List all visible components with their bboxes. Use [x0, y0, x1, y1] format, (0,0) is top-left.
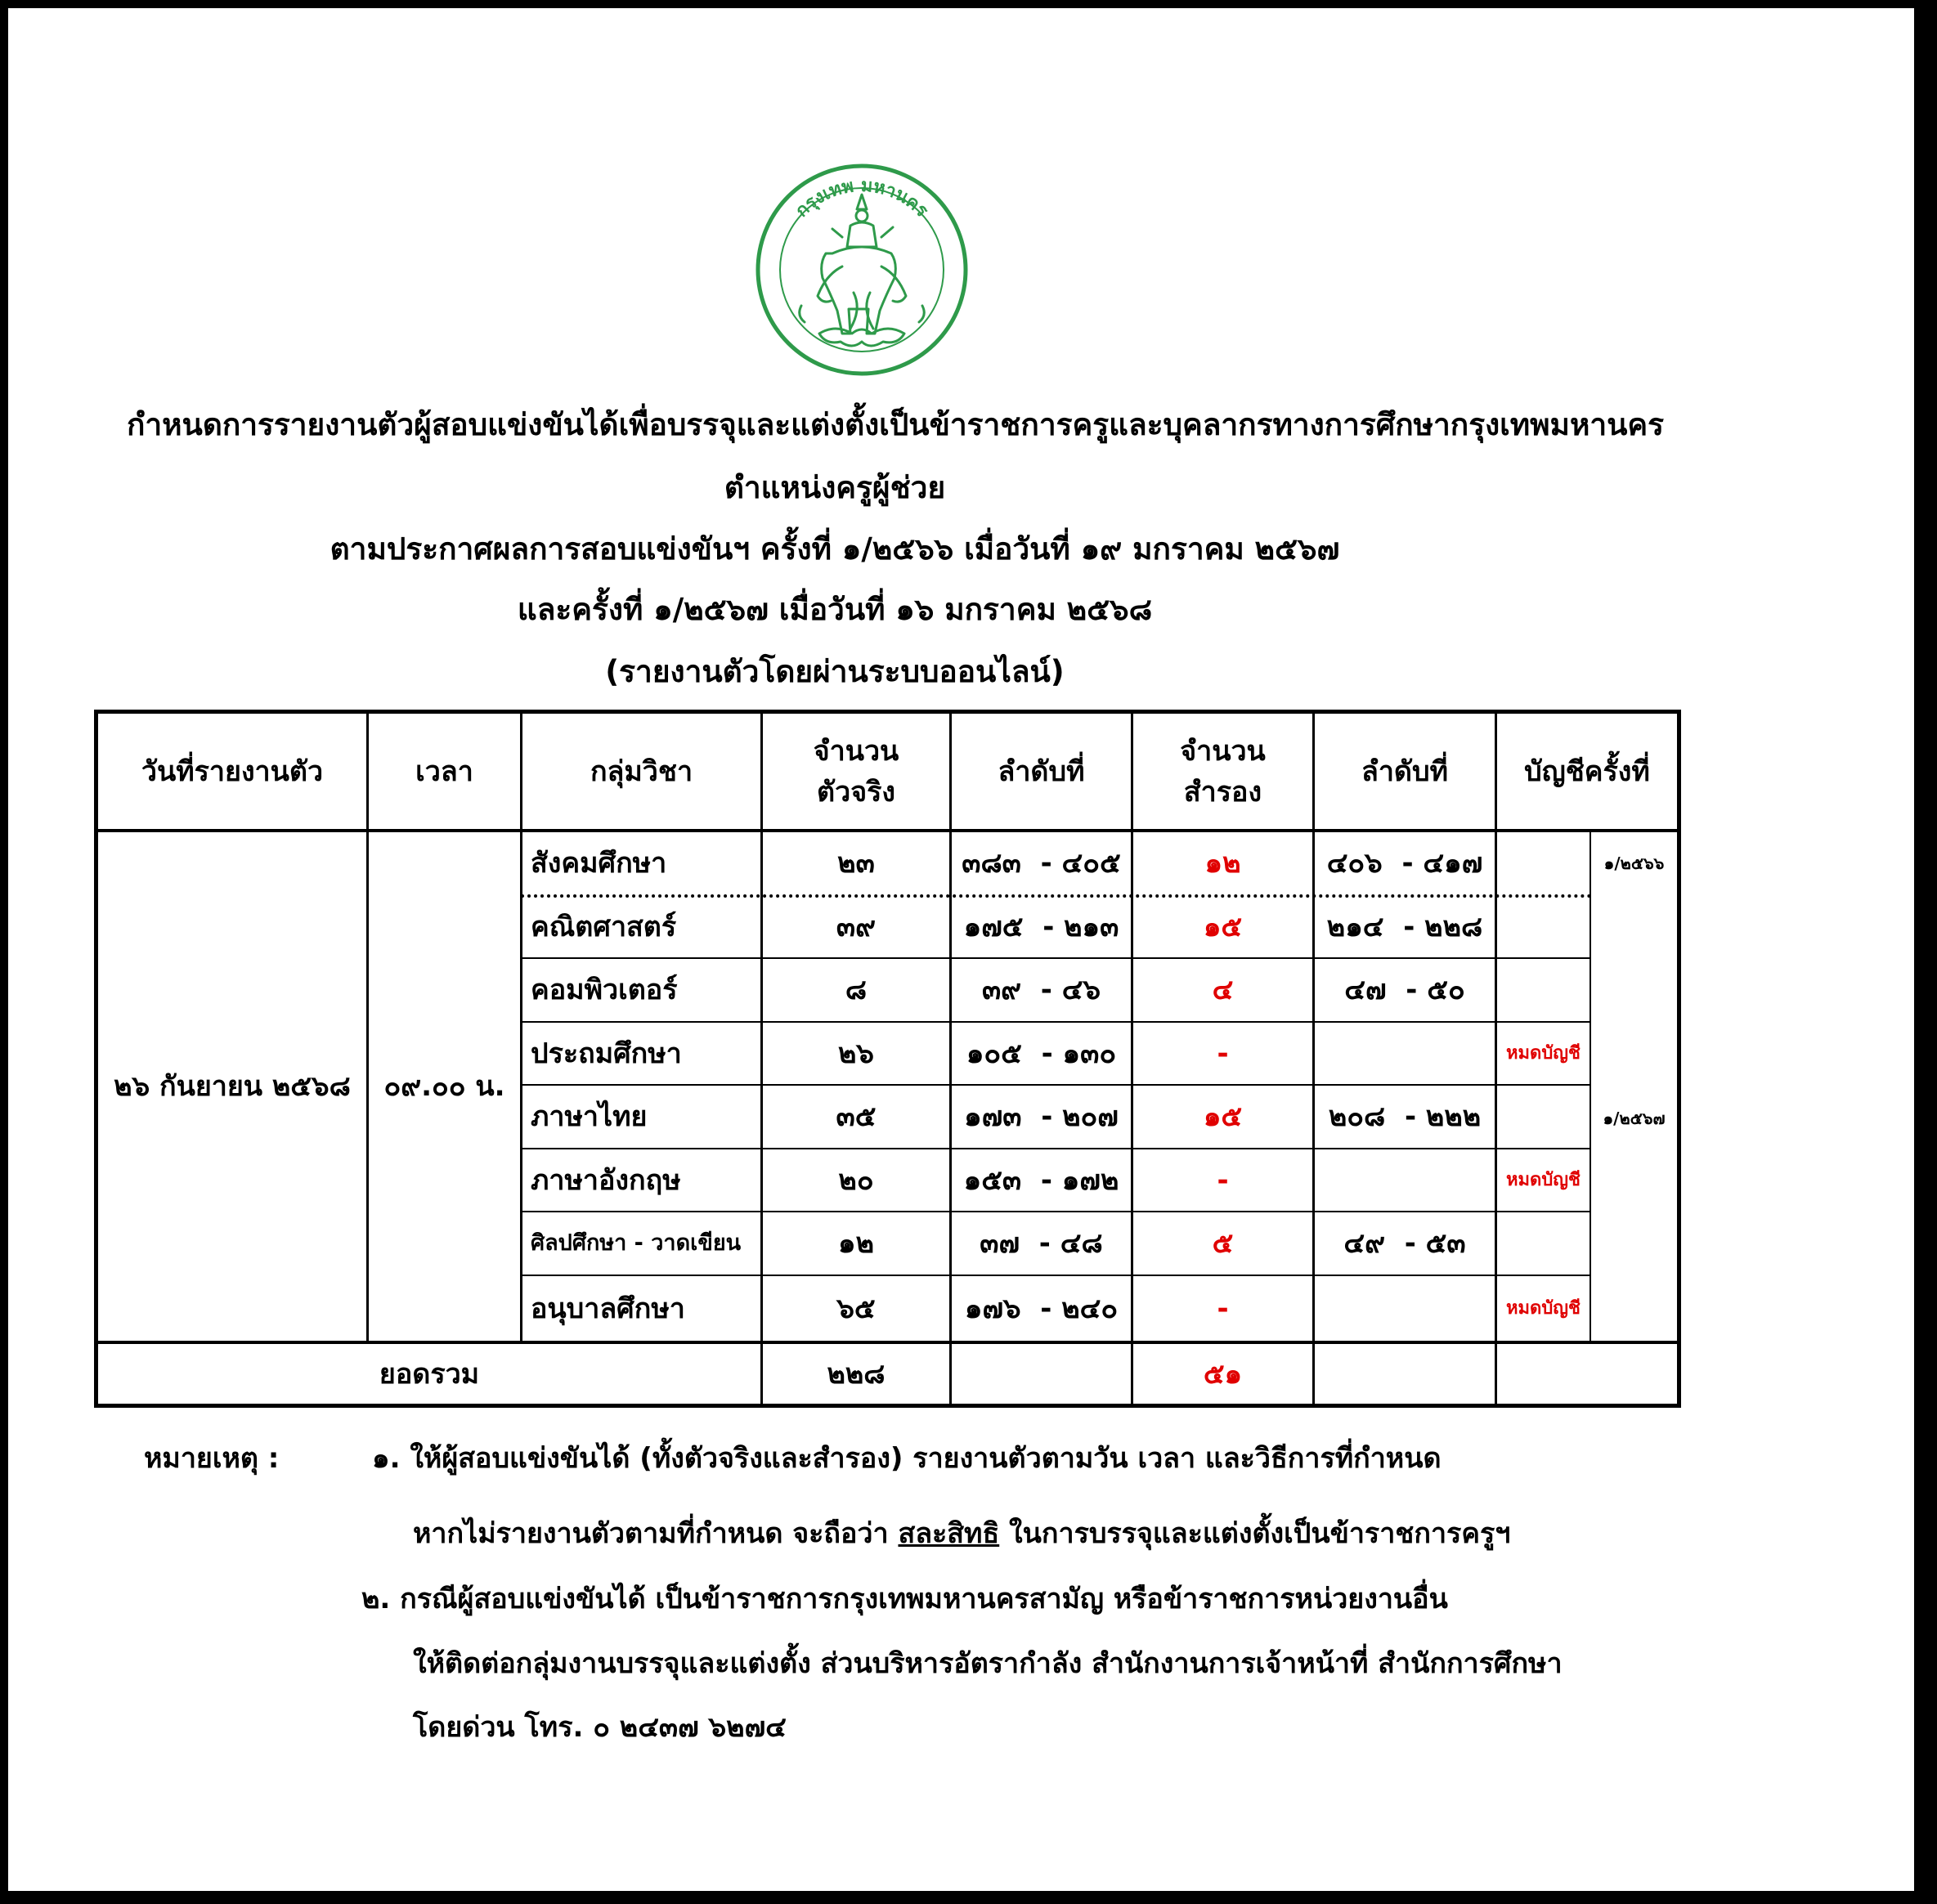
- row-order-range: [952, 1149, 1131, 1211]
- row-reserve: -: [1217, 1292, 1229, 1325]
- note-1-pre: หากไม่รายงานตัวตามที่กำหนด จะถือว่า: [413, 1517, 899, 1550]
- order-to: - ๑๗๒: [1040, 1163, 1119, 1197]
- row-actual: ๓๕: [836, 1100, 877, 1133]
- order-to: - ๑๓๐: [1041, 1037, 1117, 1070]
- row-order-range: [952, 1276, 1131, 1341]
- row-reserve-range: [1315, 959, 1495, 1021]
- header-actual: [763, 714, 949, 829]
- forfeit-right-text: สละสิทธิ: [898, 1517, 1000, 1550]
- row-reserve: ๔: [1212, 974, 1234, 1006]
- header-date: วันที่รายงานตัว: [141, 755, 324, 788]
- row-reserve: -: [1217, 1163, 1229, 1197]
- row-order-range: [952, 959, 1131, 1021]
- title-line-4: และครั้งที่ ๑/๒๕๖๗ เมื่อวันที่ ๑๖ มกราคม ๒๕๖๘: [517, 592, 1153, 627]
- row-subject: อนุบาลศึกษา: [531, 1292, 685, 1325]
- order-from: ๓๙: [981, 974, 1022, 1006]
- reserve-from: ๒๑๔: [1326, 910, 1384, 943]
- row-reserve-range: [1315, 1086, 1495, 1148]
- order-from: ๑๗๖: [964, 1292, 1021, 1325]
- order-to: - ๒๐๗: [1041, 1100, 1119, 1133]
- account-1: ๑/๒๕๖๖: [1603, 853, 1665, 873]
- reserve-to: - ๒๒๘: [1403, 910, 1483, 943]
- order-to: - ๒๑๓: [1042, 910, 1119, 943]
- title-line-2: ตำแหน่งครูผู้ช่วย: [724, 470, 946, 505]
- row-note: [1497, 959, 1590, 1021]
- header-subject: กลุ่มวิชา: [590, 755, 693, 788]
- reserve-to: - ๕๐: [1406, 974, 1465, 1006]
- row-reserve-range: [1315, 1149, 1495, 1211]
- header-reserve-order: ลำดับที่: [1361, 755, 1448, 788]
- row-actual: ๘: [845, 974, 868, 1006]
- row-actual: ๒๓: [837, 847, 875, 880]
- bangkok-seal-logo: [754, 162, 970, 378]
- row-actual: ๓๙: [836, 910, 877, 943]
- row-reserve: ๑๒: [1204, 847, 1241, 880]
- row-reserve-range: [1315, 896, 1495, 957]
- title-line-1: กำหนดการรายงานตัวผู้สอบแข่งขันได้เพื่อบรรจุและแต่งตั้งเป็นข้าราชการครูและบุคลากรทางการศึกษากรุงเทพมหานคร: [126, 407, 1665, 442]
- header-actual-line2: ตัวจริง: [817, 775, 895, 809]
- order-to: - ๒๔๐: [1040, 1292, 1119, 1325]
- order-from: ๑๗๕: [963, 910, 1024, 943]
- header-order: ลำดับที่: [998, 755, 1085, 788]
- header-account: บัญชีครั้งที่: [1524, 755, 1650, 788]
- header-reserve: [1133, 714, 1312, 829]
- order-from: ๑๐๕: [966, 1037, 1022, 1070]
- total-label: ยอดรวม: [379, 1357, 480, 1391]
- reserve-to: - ๕๓: [1404, 1227, 1466, 1260]
- row-subject: คณิตศาสตร์: [531, 910, 677, 943]
- row-reserve: ๑๕: [1203, 1100, 1243, 1133]
- title-line-5: (รายงานตัวโดยผ่านระบบออนไลน์): [605, 654, 1065, 689]
- report-time: ๐๙.๐๐ น.: [383, 1070, 505, 1103]
- note-2-line-1: ๒. กรณีผู้สอบแข่งขันได้ เป็นข้าราชการกรุงเทพมหานครสามัญ หรือข้าราชการหน่วยงานอื่น: [361, 1583, 1448, 1615]
- header-actual-line1: จำนวน: [813, 734, 899, 768]
- row-reserve: ๕: [1212, 1227, 1234, 1260]
- row-subject: คอมพิวเตอร์: [531, 974, 678, 1006]
- note-1-line-1: ๑. ให้ผู้สอบแข่งขันได้ (ทั้งตัวจริงและสำรอง) รายงานตัวตามวัน เวลา และวิธีการที่กำหนด: [372, 1442, 1442, 1475]
- row-note: [1497, 1086, 1590, 1148]
- total-actual: ๒๒๘: [827, 1357, 886, 1391]
- reserve-from: ๔๙: [1343, 1227, 1385, 1260]
- row-actual: ๒๖: [838, 1037, 874, 1070]
- row-note: หมดบัญชี: [1506, 1042, 1581, 1064]
- note-1-line-2: [413, 1514, 1510, 1553]
- order-from: ๓๗: [980, 1227, 1020, 1260]
- row-reserve-range: [1315, 1276, 1495, 1341]
- document-page: [8, 8, 1914, 1891]
- row-actual: ๖๕: [836, 1292, 876, 1325]
- note-1-post: ในการบรรจุและแต่งตั้งเป็นข้าราชการครูฯ: [999, 1517, 1511, 1550]
- row-order-range: [952, 1086, 1131, 1148]
- row-note: หมดบัญชี: [1506, 1297, 1581, 1319]
- row-subject: สังคมศึกษา: [531, 847, 667, 880]
- row-order-range: [952, 1212, 1131, 1275]
- account-2: ๑/๒๕๖๗: [1603, 1109, 1666, 1128]
- reserve-to: - ๔๑๗: [1401, 847, 1483, 880]
- order-to: - ๔๘: [1038, 1227, 1103, 1260]
- row-order-range: [952, 832, 1131, 894]
- order-from: ๓๘๓: [962, 847, 1021, 880]
- row-reserve-range: [1315, 1023, 1495, 1084]
- order-from: ๑๕๓: [963, 1163, 1022, 1197]
- reserve-from: ๔๗: [1344, 974, 1387, 1006]
- row-note: [1497, 1212, 1590, 1275]
- row-subject: ศิลปศึกษา - วาดเขียน: [531, 1230, 742, 1256]
- order-to: - ๔๖: [1040, 974, 1101, 1006]
- row-order-range: [952, 896, 1131, 957]
- row-note: หมดบัญชี: [1506, 1169, 1581, 1190]
- row-reserve-range: [1315, 832, 1495, 894]
- row-reserve: ๑๕: [1203, 910, 1243, 943]
- header-time: เวลา: [415, 755, 473, 788]
- row-reserve: -: [1217, 1037, 1229, 1070]
- note-2-line-3: โดยด่วน โทร. ๐ ๒๔๓๗ ๖๒๗๔: [413, 1711, 787, 1744]
- header-reserve-line2: สำรอง: [1183, 775, 1262, 809]
- reserve-to: - ๒๒๒: [1404, 1100, 1482, 1133]
- notes-label: หมายเหตุ :: [144, 1442, 280, 1475]
- reserve-from: ๒๐๘: [1328, 1100, 1386, 1133]
- row-subject: ภาษาไทย: [531, 1100, 648, 1133]
- row-subject: ประถมศึกษา: [531, 1037, 682, 1070]
- row-order-range: [952, 1023, 1131, 1084]
- row-reserve-range: [1315, 1212, 1495, 1275]
- row-note: [1497, 832, 1590, 894]
- row-actual: ๑๒: [838, 1227, 874, 1260]
- row-actual: ๒๐: [838, 1163, 874, 1197]
- svg-text:กรุงเทพ มหานคร: กรุงเทพ มหานคร: [791, 175, 932, 222]
- order-from: ๑๗๓: [964, 1100, 1022, 1133]
- row-subject: ภาษาอังกฤษ: [531, 1163, 681, 1197]
- total-reserve: ๕๑: [1203, 1357, 1243, 1391]
- report-schedule-table: [94, 710, 1681, 1408]
- reserve-from: ๔๐๖: [1326, 847, 1383, 880]
- order-to: - ๔๐๕: [1040, 847, 1121, 880]
- row-note: [1497, 896, 1590, 957]
- header-reserve-line1: จำนวน: [1180, 734, 1266, 768]
- report-date: ๒๖ กันยายน ๒๕๖๘: [114, 1070, 351, 1103]
- title-line-3: ตามประกาศผลการสอบแข่งขันฯ ครั้งที่ ๑/๒๕๖๖ เมื่อวันที่ ๑๙ มกราคม ๒๕๖๗: [330, 531, 1340, 567]
- note-2-line-2: ให้ติดต่อกลุ่มงานบรรจุและแต่งตั้ง ส่วนบริหารอัตรากำลัง สำนักงานการเจ้าหน้าที่ สำนักการศึกษา: [413, 1647, 1563, 1680]
